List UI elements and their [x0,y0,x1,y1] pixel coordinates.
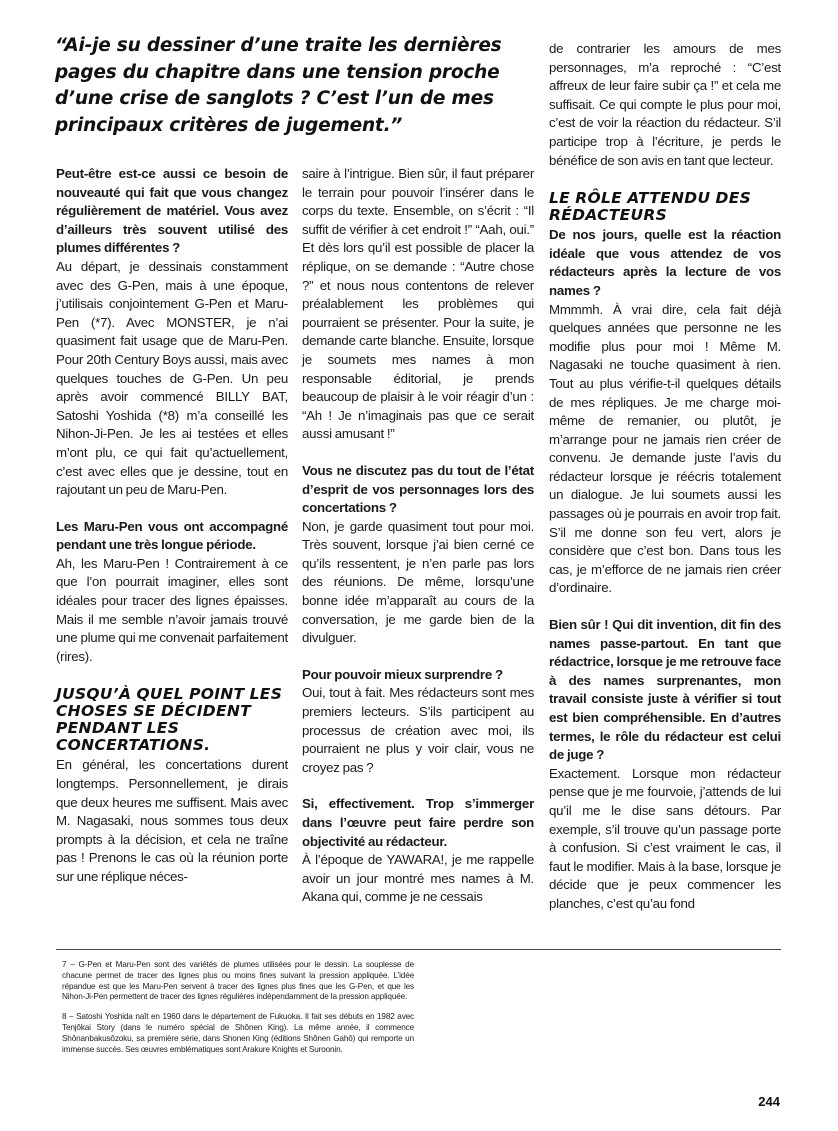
interview-answer: Exactement. Lorsque mon rédacteur pense que je me fourvoie, j’attends de lui qu’il me le dise sans détours. Par exemple, s’il trouve qu’un passage porte à confusion. Si c’est vraiment le cas, il faut le modifier. Mais à la base, lorsque je décide que je peux commencer les planches, c’est qu’au fond [549,765,781,911]
page-number: 244 [758,1094,780,1109]
section-heading: JUSQU’À QUEL POINT LES CHOSES SE DÉCIDENT PENDANT LES CONCERTATIONS. [56,685,283,755]
paragraph-gap [549,598,781,616]
pull-quote: “Ai-je su dessiner d’une traite les dernières pages du chapitre dans une tension proche d’une crise de sanglots ? C’est l’un de mes principaux critères de jugement.” [55,35,502,136]
text-column-2 [302,165,534,907]
interview-question: Les Maru-Pen vous ont accompagné pendant une très longue période. [56,518,288,553]
interview-question: De nos jours, quelle est la réaction idéale que vous attendez de vos rédacteurs après la lecture de vos names ? [549,227,781,298]
interview-answer: Au départ, je dessinais constamment avec des G-Pen, mais à une époque, j’utilisais conjointement G-Pen et Maru-Pen (*7). Avec MONSTER, je n’ai quasiment fait usage que de Maru-Pen. Pour 20th Century Boys aussi, mais avec quelques touches de G-Pen. Un peu après avoir commencé BILLY BAT, Satoshi Yoshida (*8) m’a conseillé les Nihon-Ji-Pen. Je les ai testées et elles m’ont plu, ce qui fait qu’actuellement, c’est avec elles que je dessine, tout en rajoutant un peu de Maru-Pen. [56,258,288,498]
paragraph-gap [302,777,534,795]
text-column-3 [549,40,781,914]
interview-answer: Ah, les Maru-Pen ! Contrairement à ce que l’on pourrait imaginer, elles sont idéales pour tracer des lignes épaisses. Mais il me semble n’avoir jamais trouvé une plume qui me convenait parfaitement (rires). [56,555,288,664]
footnote-8: 8 – Satoshi Yoshida naît en 1960 dans le département de Fukuoka. Il fait ses débuts en 1982 avec Tenjôkai Story (dans le numéro spécial de Shônen King). La même année, il commence Shônanbakusôzoku, sa première série, dans Shonen King (éditions Shônen Gahô) qui remporte un immense succès. Ses œuvres emblématiques sont Arakure Knights et Suroonin. [62,1012,414,1054]
interview-question: Pour pouvoir mieux surprendre ? [302,666,503,682]
paragraph-gap [302,648,534,666]
footnote-divider [56,949,781,950]
text-column-1 [56,165,288,887]
paragraph-gap [56,500,288,518]
paragraph-gap [302,444,534,462]
interview-answer: En général, les concertations durent longtemps. Personnellement, je dirais que deux heures me suffisent. Mais avec M. Nagasaki, nous sommes tous deux prompts à la décision, et cela ne traîne pas ! Prenons le cas où la réunion porte sur une réplique néces- [56,757,288,884]
interview-answer: de contrarier les amours de mes personnages, m’a reproché : “C’est affreux de leur faire subir ça !” et cela me suffisait. Ce qui compte le plus pour moi, c’est de voir la réaction du rédacteur. S’il participe trop à l’écriture, je perds le bénéfice de son avis en tant que lecteur. [549,41,781,168]
interview-answer: Non, je garde quasiment tout pour moi. Très souvent, lorsque j’ai bien cerné ce qu’ils ressentent, je n’en parle pas lors des réunions. De même, lorsqu’une bonne idée m’apparaît au cours de la conversation, je me garde bien de la divulguer. [302,518,534,646]
footnote-7: 7 – G-Pen et Maru-Pen sont des variétés de plumes utilisées pour le dessin. La souplesse de chacune permet de tracer des lignes plus ou moins fines suivant la pression appliquée. L’idée répandue est que les Maru-Pen servent à tracer des lignes plus fines que les G-Pen, et que les Nihon-Ji-Pen permettent de tracer des lignes régulières indépendamment de la pression appliquée. [62,960,414,1002]
interview-answer: À l’époque de YAWARA!, je me rappelle avoir un jour montré mes names à M. Akana qui, comme je ne cessais [302,852,534,905]
footnotes [62,960,414,1064]
interview-answer: Oui, tout à fait. Mes rédacteurs sont mes premiers lecteurs. S’ils participent au processus de création avec moi, ils pourraient ne plus y voir clair, vous ne croyez pas ? [302,685,534,775]
interview-question: Bien sûr ! Qui dit invention, dit fin des names passe-partout. En tant que rédactrice, lorsque je me retrouve face à des names surprenantes, mon travail consiste juste à vérifier si tout est bien compréhensible. En d’autres termes, le rôle du rédacteur est celui de juge ? [549,617,781,763]
interview-question: Peut-être est-ce aussi ce besoin de nouveauté qui fait que vous changez régulièrement de matériel. Vous avez d’ailleurs très souvent utilisé des plumes différentes ? [56,166,288,256]
interview-answer: saire à l’intrigue. Bien sûr, il faut préparer le terrain pour pouvoir l’insérer dans le corps du texte. Ensemble, on s’écrit : “Il suffit de vérifier à cet endroit !” “Aah, oui.” Et dès lors qu’il est possible de placer la réplique, on se demande : “Autre chose ?” et nous nous contentons de relever préalablement les problèmes qui pourraient se présenter. Pour la suite, je demande carte blanche. Ensuite, lorsque je soumets mes names à mon responsable éditorial, je prends beaucoup de plaisir à le voir réagir d’un : “Ah ! Je n’imaginais pas que ce serait aussi amusant !” [302,166,534,442]
interview-question: Si, effectivement. Trop s’immerger dans l’œuvre peut faire perdre son objectivité au rédacteur. [302,796,534,849]
section-heading: LE RÔLE ATTENDU DES RÉDACTEURS [549,189,752,225]
interview-question: Vous ne discutez pas du tout de l’état d’esprit de vos personnages lors des concertations ? [302,462,534,516]
interview-answer: Mmmmh. À vrai dire, cela fait déjà quelques années que personne ne les modifie plus pour moi ! Même M. Nagasaki ne touche quasiment à rien. Tout au plus vérifie-t-il quelques détails de mes répliques. Je me charge moi-même de remanier, ou plutôt, je m’arrange pour ne jamais rien créer de convenu. Je demande juste l’avis du rédacteur lorsque je réécris totalement un dialogue. Je lui soumets aussi les passages où je pourrais en avoir trop fait. S’il me donne son feu vert, alors je considère que c’est bon. Dans tous les cas, je m’efforce de ne jamais rien créer d’ordinaire. [549,301,781,596]
